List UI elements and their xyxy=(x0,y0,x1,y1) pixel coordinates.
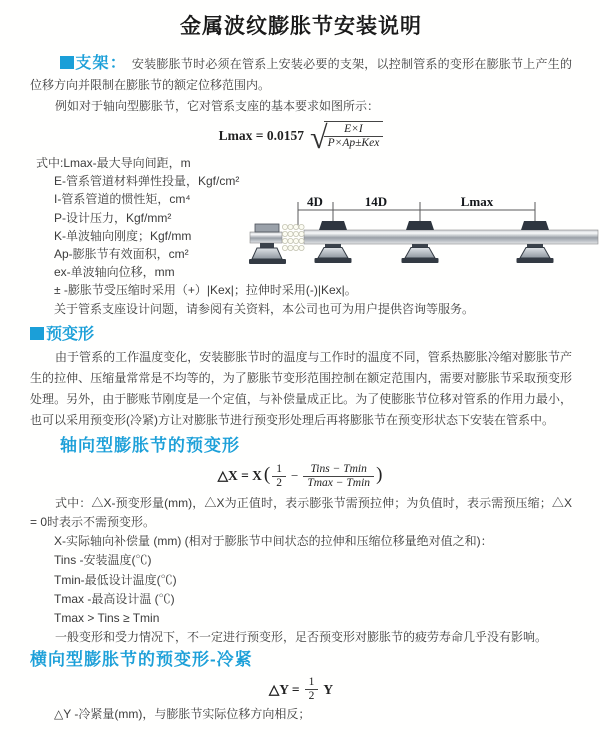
pipe-support-diagram-svg xyxy=(248,193,600,291)
anchor-support xyxy=(249,224,286,264)
definition-intro-line: 式中:Lmax-最大导向间距，m xyxy=(36,156,191,170)
definition-line: P-设计压力，Kgf/mm² xyxy=(54,210,172,225)
definition-line: ± -膨胀节受压缩时采用（+）|Kex|；拉伸时采用(-)|Kex|。 xyxy=(54,283,357,298)
definition-line: E-管系管道材料弹性投量，Kgf/cm² xyxy=(54,174,240,189)
definition-line: I-管系管道的惯性矩，cm⁴ xyxy=(54,192,191,207)
pipe-support-diagram xyxy=(248,193,600,291)
sqrt-radical-icon: √ xyxy=(310,118,328,155)
delta-y-formula xyxy=(30,676,572,703)
fraction-denominator: 2 xyxy=(276,476,282,489)
lateral-note-line: △Y -冷紧量(mm)，与膨胀节实际位移方向相反； xyxy=(54,707,311,722)
definition-line: K-单波轴向刚度；Kgf/mm xyxy=(54,228,192,243)
note-line: Tmax -最高设计温 (℃) xyxy=(54,591,175,606)
support-section-heading: 支架： xyxy=(75,55,127,72)
preform-paragraph: 由于管系的工作温度变化，安装膨胀节时的温度与工作时的温度不同，管系热膨胀冷缩对膨胀节产生的拉伸、压缩量常常是不均等的，为了膨胀节变形范围控制在额定范围内，需要对膨胀节采取预变形处理。另外，由于膨账节刚度是一个定值，与补偿量成正比。为了使膨胀节位移对管系的作用力最小，也可以采用预变形(冷紧)方让对膨胀节进行预变形处理后再将膨胀节在预变形状态下安装在管系中。 xyxy=(30,349,572,427)
open-paren: ( xyxy=(263,464,271,486)
note-line: Tmin-最低设计温度(℃) xyxy=(54,572,177,587)
one-half-fraction xyxy=(305,676,319,703)
note-line: 式中：△X-预变形量(mm)，△X为正值时，表示膨张节需预拉伸；为负值时，表示需预压缩；△X = 0时表示不需预变形。 xyxy=(30,495,572,530)
preform-heading-text: 预变形 xyxy=(46,325,95,343)
lateral-subsection-heading: 横向型膨胀节的预变形-冷紧 xyxy=(30,650,253,670)
minus-operator: − xyxy=(291,468,299,484)
note-line: Tins -安装温度(℃) xyxy=(54,553,152,568)
delta-y-formula-rhs: Y xyxy=(323,681,334,697)
temperature-ratio-fraction xyxy=(303,463,374,490)
lmax-formula xyxy=(30,118,572,155)
pipe-main xyxy=(304,230,598,244)
fraction-numerator: Tins − Tmin xyxy=(303,463,374,477)
section-marker-icon xyxy=(60,56,74,69)
diagram-label-14d: 14D xyxy=(364,194,388,209)
support-paragraph xyxy=(30,53,572,96)
delta-x-formula xyxy=(30,463,572,490)
axial-notes xyxy=(30,494,572,648)
fraction-numerator: 1 xyxy=(272,463,286,477)
diagram-label-4d: 4D xyxy=(307,194,323,209)
preform-section-heading xyxy=(30,324,572,345)
delta-y-formula-lhs: △Y = xyxy=(268,681,300,697)
note-line: X-实际轴向补偿量 (mm) (相对于膨胀节中间状态的拉伸和压缩位移量绝对值之和)： xyxy=(54,534,493,549)
pipe-stub xyxy=(250,232,282,243)
definition-closing-line: 关于管系支座设计问题，请参阅有关资料，本公司也可为用户提供咨询等服务。 xyxy=(54,301,475,316)
close-paren: ) xyxy=(376,464,383,486)
lmax-formula-numerator: E×I xyxy=(324,123,384,137)
bellows-section xyxy=(282,224,304,250)
support-example-line: 例如对于轴向型膨胀节，它对管系支座的基本要求如图所示： xyxy=(55,99,380,113)
lmax-formula-denominator: P×Ap±Kex xyxy=(327,137,380,149)
fraction-denominator: Tmax − Tmin xyxy=(307,476,371,489)
definition-line: ex-单波轴向位移，mm xyxy=(54,265,175,280)
note-line: 一般变形和受力情况下，不一定进行预变形，足否预变形对膨胀节的疲劳寿命几乎没有影响。 xyxy=(55,630,548,645)
one-half-fraction xyxy=(272,463,286,490)
lmax-formula-fraction xyxy=(324,121,384,150)
definition-line: Ap-膨胀节有效面积，cm² xyxy=(54,247,189,262)
axial-subsection-heading: 轴向型膨胀节的预变形 xyxy=(60,435,240,455)
diagram-label-lmax: Lmax xyxy=(460,194,494,209)
note-line: Tmax > Tins ≥ Tmin xyxy=(54,611,160,626)
fraction-denominator: 2 xyxy=(308,690,315,703)
fraction-numerator: 1 xyxy=(305,676,319,690)
delta-x-formula-lhs: △X = X xyxy=(217,468,262,484)
section-marker-icon xyxy=(30,327,44,340)
support-body-text: 安装膨胀节时必须在管系上安装必要的支架，以控制管系的变形在膨胀节上产生的位移方向并限制在膨胀节的额定位移范围内。 xyxy=(30,57,572,92)
lmax-formula-lhs: Lmax = 0.0157 xyxy=(218,127,304,143)
page-title: 金属波纹膨胀节安装说明 xyxy=(180,15,422,38)
